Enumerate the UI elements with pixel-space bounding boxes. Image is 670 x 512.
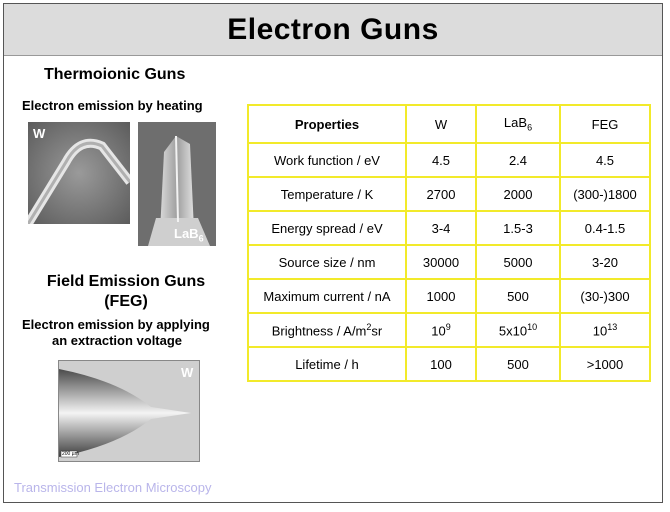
feg-subtitle	[22, 317, 242, 349]
feg-tip-label: W	[181, 365, 194, 380]
row-w-value: 30000	[406, 245, 476, 279]
lab6-crystal-image	[138, 122, 216, 246]
feg-bright-sup: 13	[607, 321, 618, 332]
brightness-sup: 2	[366, 321, 372, 332]
row-feg-value	[560, 313, 650, 347]
feg-heading-line2: (FEG)	[104, 293, 148, 310]
row-property: Temperature / K	[248, 177, 406, 211]
lab6-crystal-label	[174, 226, 204, 244]
table-row	[248, 177, 650, 211]
footer-caption: Transmission Electron Microscopy	[14, 480, 212, 495]
thermoionic-heading: Thermoionic Guns	[44, 66, 186, 83]
lab6-label-sub: 6	[198, 233, 204, 244]
row-feg-value: (30-)300	[560, 279, 650, 313]
row-property: Maximum current / nA	[248, 279, 406, 313]
row-lab6-value: 2.4	[476, 143, 560, 177]
row-property: Work function / eV	[248, 143, 406, 177]
thermoionic-subtitle: Electron emission by heating	[22, 98, 203, 113]
row-feg-value: 3-20	[560, 245, 650, 279]
table-header-row	[248, 105, 650, 143]
properties-table	[247, 104, 651, 382]
table-row	[248, 245, 650, 279]
brightness-base: Brightness / A/m	[271, 323, 367, 339]
header-properties: Properties	[248, 105, 406, 143]
feg-bright-base: 10	[592, 323, 608, 339]
table-row	[248, 279, 650, 313]
row-w-value: 100	[406, 347, 476, 381]
row-property: Source size / nm	[248, 245, 406, 279]
row-w-value: 4.5	[406, 143, 476, 177]
row-property	[248, 313, 406, 347]
table-row	[248, 347, 650, 381]
header-lab6	[476, 105, 560, 143]
w-bright-base: 10	[431, 323, 446, 339]
table-row	[248, 313, 650, 347]
lab6-label-base: LaB	[174, 226, 199, 241]
row-property: Energy spread / eV	[248, 211, 406, 245]
header-feg: FEG	[560, 105, 650, 143]
brightness-tail: sr	[371, 323, 383, 339]
header-lab6-base: LaB	[503, 115, 528, 131]
feg-heading-line1: Field Emission Guns	[46, 273, 206, 290]
row-lab6-value: 500	[476, 279, 560, 313]
table-row	[248, 143, 650, 177]
header-lab6-sub: 6	[527, 122, 533, 133]
row-feg-value: 0.4-1.5	[560, 211, 650, 245]
page-title: Electron Guns	[227, 12, 439, 46]
w-filament-image	[28, 122, 130, 224]
w-bright-sup: 9	[445, 321, 451, 332]
row-w-value: 1000	[406, 279, 476, 313]
row-lab6-value: 5000	[476, 245, 560, 279]
row-feg-value: 4.5	[560, 143, 650, 177]
row-w-value: 2700	[406, 177, 476, 211]
scale-bar-label: 200 µm	[62, 451, 79, 457]
header-w: W	[406, 105, 476, 143]
feg-subtitle-line2: an extraction voltage	[52, 333, 183, 348]
row-lab6-value: 500	[476, 347, 560, 381]
row-lab6-value: 2000	[476, 177, 560, 211]
row-property: Lifetime / h	[248, 347, 406, 381]
feg-subtitle-line1: Electron emission by applying	[22, 317, 210, 332]
title-bar	[4, 4, 662, 56]
row-lab6-value: 1.5-3	[476, 211, 560, 245]
row-lab6-value	[476, 313, 560, 347]
feg-tip-image	[58, 360, 200, 462]
row-feg-value: (300-)1800	[560, 177, 650, 211]
table-row	[248, 211, 650, 245]
row-w-value: 3-4	[406, 211, 476, 245]
lab-bright-base: 5x10	[498, 323, 528, 339]
w-filament-label: W	[33, 126, 46, 141]
row-w-value	[406, 313, 476, 347]
row-feg-value: >1000	[560, 347, 650, 381]
feg-heading	[36, 272, 216, 312]
lab-bright-sup: 10	[527, 321, 538, 332]
